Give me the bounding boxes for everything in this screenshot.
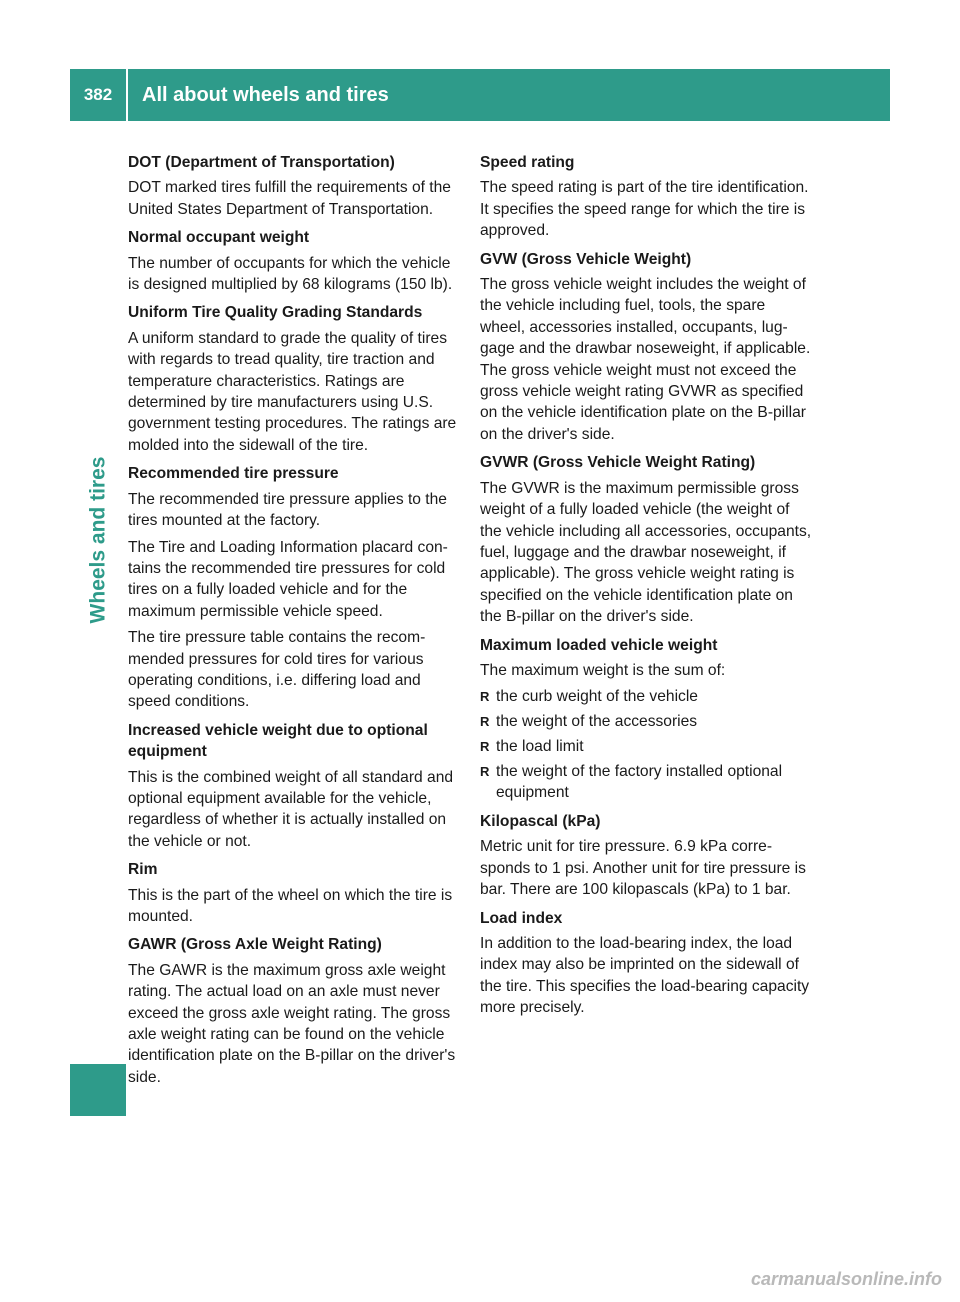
entry-optional-equipment-weight	[128, 720, 460, 852]
entry-heading: Uniform Tire Quality Grading Standards	[128, 304, 423, 322]
section-side-label-text: Wheels and tires	[86, 456, 110, 624]
entry-gawr	[128, 934, 460, 1088]
entry-text: The speed rating is part of the tire identification. It specifies the speed range for which the tire is approved.	[480, 179, 809, 240]
entry-heading: GVWR (Gross Vehicle Weight Rating)	[480, 454, 756, 472]
entry-text: This is the part of the wheel on which the tire is mounted.	[128, 886, 453, 925]
entry-text: Metric unit for tire pressure. 6.9 kPa corresponds to 1 psi. Another unit for tire pressure is bar. There are 100 kilopascals (kPa) to 1 bar.	[480, 838, 806, 899]
entry-heading: Increased vehicle weight due to optional equipment	[128, 721, 428, 761]
entry-text: The GAWR is the maximum gross axle weight rating. The actual load on an axle must never exceed the gross axle weight rating. The gross axle weight rating can be found on the vehicle identification plate on the B-pillar on the driver's side.	[128, 961, 456, 1086]
entry-text: This is the combined weight of all standard and optional equipment available for the vehicle, regardless of whether it is actually installed on the vehicle or not.	[128, 768, 454, 850]
bullet-list	[480, 686, 812, 804]
entry-heading: Load index	[480, 909, 563, 927]
page-title: All about wheels and tires	[142, 83, 389, 106]
watermark: carmanualsonline.info	[750, 1269, 942, 1289]
list-item: R the load limit	[480, 736, 812, 757]
entry-text: The recommended tire pressure applies to the tires mounted at the factory.	[128, 490, 447, 530]
section-side-label	[84, 360, 112, 720]
entry-text: A uniform standard to grade the quality of tires with regards to tread quality, tire traction and temperature characteristics. Ratings are determined by tire manufacturers using U.S. government testing procedures. The ratings are molded into the sidewall of the tire.	[128, 329, 457, 454]
entry-text: The number of occupants for which the vehicle is designed multiplied by 68 kilograms (150 lb).	[128, 254, 453, 294]
entry-heading: DOT (Department of Transportation)	[128, 154, 395, 171]
entry-heading: Kilopascal (kPa)	[480, 812, 601, 830]
entry-text: The tire pressure table contains the recommended pressures for cold tires for various operating conditions, i.e. differing load and speed conditions.	[128, 629, 426, 711]
entry-normal-occupant-weight	[128, 227, 460, 295]
entry-rim	[128, 859, 460, 927]
entry-heading: Normal occupant weight	[128, 229, 310, 247]
entry-heading: GVW (Gross Vehicle Weight)	[480, 250, 692, 268]
entry-gvwr	[480, 452, 812, 627]
entry-text: The GVWR is the maximum permissible gross weight of a fully loaded vehicle (the weight of the vehicle including all accessories, occupants, fuel, luggage and the drawbar noseweight, if applicable). The gross vehicle weight rating is specified on the vehicle identification plate on the B-pillar on the driver's side.	[480, 479, 812, 626]
entry-kilopascal	[480, 811, 812, 901]
header-divider	[126, 69, 128, 121]
entry-heading: Maximum loaded vehicle weight	[480, 636, 718, 654]
entry-heading: Recommended tire pressure	[128, 465, 339, 483]
entry-text: The gross vehicle weight includes the weight of the vehicle including fuel, tools, the spare wheel, accessories installed, occupants, luggage and the drawbar noseweight, if applicable. The gross vehicle weight must not exceed the gross vehicle weight rating GVWR as specified on the vehicle identification plate on the B-pillar on the driver's side.	[480, 276, 811, 443]
page-number: 382	[83, 85, 113, 104]
list-item: R the weight of the accessories	[480, 711, 812, 732]
entry-dot	[128, 152, 460, 220]
entry-text: The Tire and Loading Information placard contains the recommended tire pressures for cold tires on a fully loaded vehicle and for the maximum permissible vehicle speed.	[128, 538, 448, 620]
entry-heading: Rim	[128, 861, 158, 879]
entry-maximum-loaded-weight	[480, 635, 812, 804]
list-item: R the curb weight of the vehicle	[480, 686, 812, 707]
left-column	[128, 152, 460, 1095]
entry-heading: GAWR (Gross Axle Weight Rating)	[128, 936, 382, 954]
entry-gvw	[480, 249, 812, 446]
entry-heading: Speed rating	[480, 154, 575, 171]
entry-speed-rating	[480, 152, 812, 242]
list-item: R the weight of the factory installed optional equipment	[480, 761, 812, 804]
entry-recommended-tire-pressure	[128, 463, 460, 712]
entry-utqg	[128, 302, 460, 456]
section-side-tab	[70, 1064, 126, 1116]
entry-text: The maximum weight is the sum of:	[480, 661, 726, 679]
right-column	[480, 152, 812, 1026]
entry-text: In addition to the load-bearing index, the load index may also be imprinted on the sidewall of the tire. This specifies the load-bearing capacity more precisely.	[480, 934, 810, 1017]
entry-load-index	[480, 908, 812, 1019]
entry-text: DOT marked tires fulfill the requirements of the United States Department of Transportation.	[128, 179, 451, 218]
